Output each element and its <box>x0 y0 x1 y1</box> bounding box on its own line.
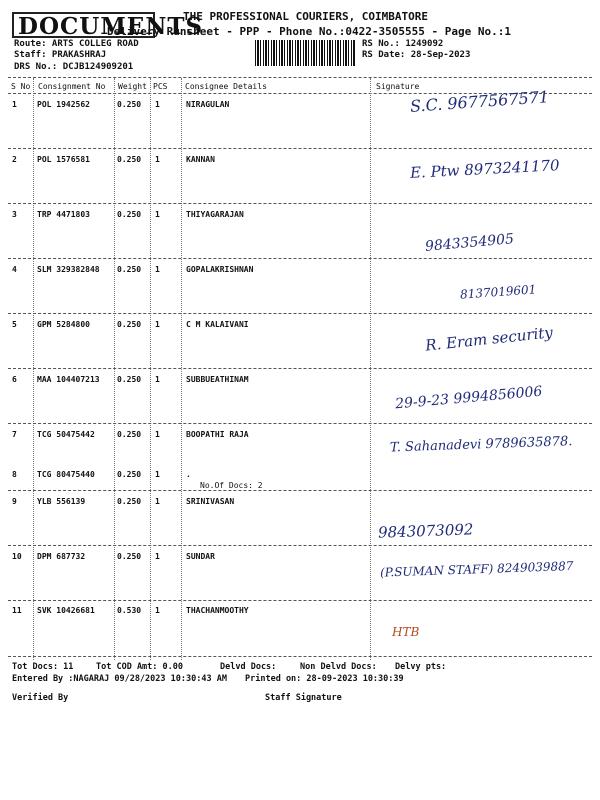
row-weight: 0.250 <box>117 375 142 384</box>
row-sno: 4 <box>12 265 17 274</box>
staff-signature: Staff Signature <box>265 693 342 703</box>
verified-by: Verified By <box>12 693 69 703</box>
row-divider <box>8 203 592 204</box>
signature-6: 29-9-23 9994856006 <box>394 383 543 413</box>
row-weight: 0.250 <box>117 552 142 561</box>
row-pcs: 1 <box>155 265 160 274</box>
row-sno: 5 <box>12 320 17 329</box>
row-consignment-no: SLM 329382848 <box>37 265 100 274</box>
delvy-pts: Delvy pts: <box>395 662 447 672</box>
col-signature: Signature <box>376 82 420 91</box>
row-divider <box>8 600 592 601</box>
row-consignee: KANNAN <box>186 155 215 164</box>
row-pcs: 1 <box>155 100 160 109</box>
tot-docs: Tot Docs: 11 <box>12 662 74 672</box>
row-weight: 0.250 <box>117 265 142 274</box>
row-consignee: GOPALAKRISHNAN <box>186 265 254 274</box>
row-weight: 0.250 <box>117 155 142 164</box>
drs-label: DRS No.: DCJB124909201 <box>14 62 134 72</box>
printed-on: Printed on: 28-09-2023 10:30:39 <box>245 674 404 684</box>
signature-1: S.C. 9677567571 <box>409 87 550 116</box>
entered-by: Entered By :NAGARAJ 09/28/2023 10:30:43 AM <box>12 674 227 684</box>
row-divider <box>8 368 592 369</box>
row-pcs: 1 <box>155 430 160 439</box>
row-divider <box>8 656 592 657</box>
delvd-docs: Delvd Docs: <box>220 662 277 672</box>
company-title: THE PROFESSIONAL COURIERS, COIMBATORE <box>183 10 429 23</box>
col-pcs: PCS <box>153 82 168 91</box>
col-consignee: Consignee Details <box>185 82 267 91</box>
row-consignee: SUNDAR <box>186 552 215 561</box>
column-line <box>150 78 151 660</box>
row-divider <box>8 258 592 259</box>
row-sno: 7 <box>12 430 17 439</box>
row-consignee: THACHANMOOTHY <box>186 606 249 615</box>
divider <box>8 77 592 78</box>
signature-11: HTB <box>392 625 420 639</box>
row-pcs: 1 <box>155 210 160 219</box>
row-consignee: C M KALAIVANI <box>186 320 249 329</box>
route-label: Route: ARTS COLLEG ROAD <box>14 39 139 49</box>
row-consignment-no: TCG 80475440 <box>37 470 95 479</box>
row-consignment-no: POL 1942562 <box>37 100 90 109</box>
signature-2: E. Ptw 8973241170 <box>409 156 561 182</box>
row-consignee: . <box>186 470 191 479</box>
row-divider <box>8 423 592 424</box>
runsheet-subtitle: Delivery Runsheet - PPP - Phone No.:0422-3505555 - Page No.:1 <box>107 25 511 38</box>
signature-10: (P.SUMAN STAFF) 8249039887 <box>379 558 574 580</box>
row-sno: 3 <box>12 210 17 219</box>
row-pcs: 1 <box>155 320 160 329</box>
row-pcs: 1 <box>155 375 160 384</box>
row-sno: 9 <box>12 497 17 506</box>
row-pcs: 1 <box>155 470 160 479</box>
row-consignment-no: GPM 5284800 <box>37 320 90 329</box>
signature-7: T. Sahanadevi 9789635878. <box>389 434 573 456</box>
row-weight: 0.250 <box>117 320 142 329</box>
staff-label: Staff: PRAKASHRAJ <box>14 50 107 60</box>
row-pcs: 1 <box>155 497 160 506</box>
signature-4: 8137019601 <box>459 282 537 302</box>
row-divider <box>8 545 592 546</box>
row-weight: 0.250 <box>117 470 142 479</box>
tot-cod: Tot COD Amt: 0.00 <box>96 662 183 672</box>
row-divider <box>8 148 592 149</box>
row-sno: 10 <box>12 552 22 561</box>
non-delvd-docs: Non Delvd Docs: <box>300 662 377 672</box>
row-sno: 2 <box>12 155 17 164</box>
row-divider <box>8 313 592 314</box>
rs-number: RS No.: 1249092 <box>362 39 444 49</box>
row-consignment-no: MAA 104407213 <box>37 375 100 384</box>
row-consignee: BOOPATHI RAJA <box>186 430 249 439</box>
rs-date: RS Date: 28-Sep-2023 <box>362 50 471 60</box>
column-line <box>33 78 34 660</box>
row-consignment-no: YLB 556139 <box>37 497 86 506</box>
row-sno: 6 <box>12 375 17 384</box>
row-sno: 1 <box>12 100 17 109</box>
documents-stamp: DOCUMENTS <box>12 12 155 38</box>
row-divider <box>8 490 592 491</box>
row-sno: 11 <box>12 606 22 615</box>
row-consignment-no: TRP 4471803 <box>37 210 90 219</box>
signature-5: R. Eram security <box>424 323 554 355</box>
row-pcs: 1 <box>155 552 160 561</box>
row-consignment-no: TCG 50475442 <box>37 430 95 439</box>
row-weight: 0.250 <box>117 210 142 219</box>
column-line <box>114 78 115 660</box>
signature-3: 9843354905 <box>424 231 515 255</box>
row-pcs: 1 <box>155 606 160 615</box>
row-consignment-no: POL 1576581 <box>37 155 90 164</box>
col-consignment: Consignment No <box>38 82 106 91</box>
row-sno: 8 <box>12 470 17 479</box>
row-weight: 0.250 <box>117 100 142 109</box>
signature-9: 9843073092 <box>377 520 474 542</box>
col-sno: S No <box>11 82 31 91</box>
row-weight: 0.530 <box>117 606 142 615</box>
row-consignee: THIYAGARAJAN <box>186 210 244 219</box>
row-consignee: NIRAGULAN <box>186 100 230 109</box>
row-consignee: SUBBUEATHINAM <box>186 375 249 384</box>
row-weight: 0.250 <box>117 430 142 439</box>
column-line <box>181 78 182 660</box>
row-consignment-no: SVK 10426681 <box>37 606 95 615</box>
row-note: No.Of Docs: 2 <box>200 481 263 490</box>
row-consignee: SRINIVASAN <box>186 497 235 506</box>
row-weight: 0.250 <box>117 497 142 506</box>
row-pcs: 1 <box>155 155 160 164</box>
row-consignment-no: DPM 687732 <box>37 552 86 561</box>
column-line <box>370 78 371 660</box>
barcode-image <box>255 40 355 66</box>
col-weight: Weight <box>118 82 147 91</box>
